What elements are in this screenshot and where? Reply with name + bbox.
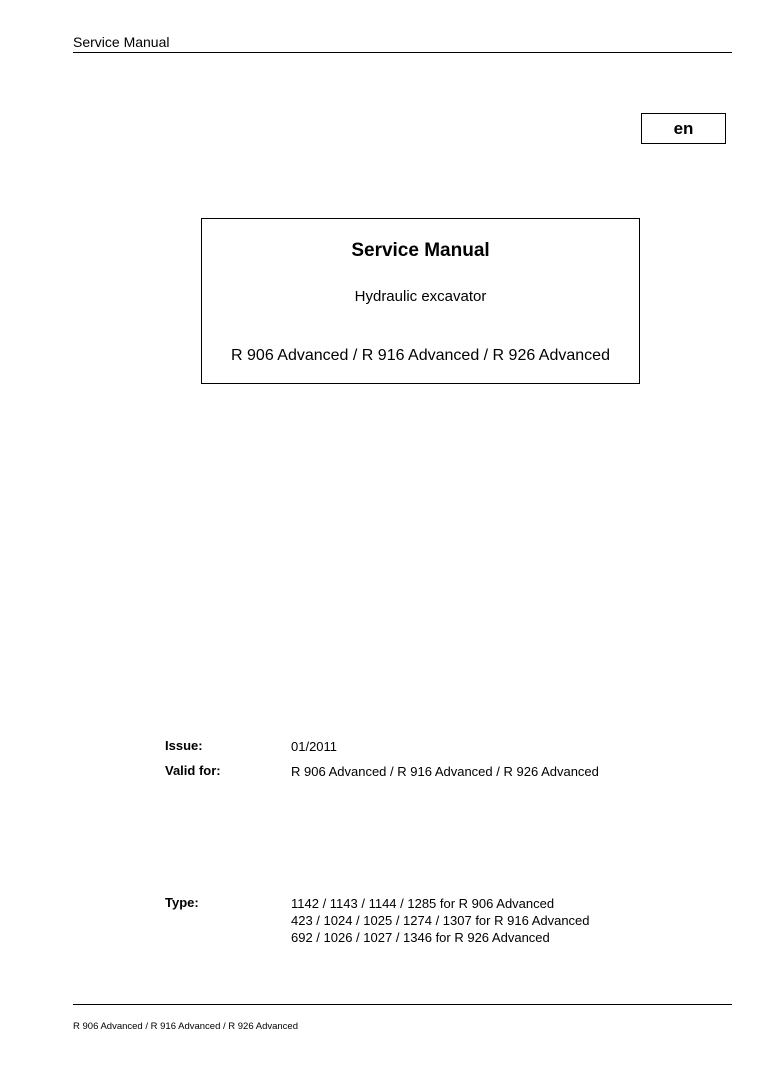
valid-for-value: R 906 Advanced / R 916 Advanced / R 926 Advanced [291, 764, 599, 779]
footer-text: R 906 Advanced / R 916 Advanced / R 926 Advanced [73, 1021, 298, 1032]
title-box [201, 218, 640, 384]
header-title: Service Manual [73, 34, 170, 50]
type-line: 423 / 1024 / 1025 / 1274 / 1307 for R 916 Advanced [291, 913, 590, 928]
issue-label: Issue: [165, 738, 203, 753]
language-code-box: en [641, 113, 726, 144]
header-divider [73, 52, 732, 53]
type-line: 1142 / 1143 / 1144 / 1285 for R 906 Advanced [291, 896, 555, 911]
valid-for-label: Valid for: [165, 763, 221, 778]
footer-divider [73, 1004, 732, 1005]
type-line: 692 / 1026 / 1027 / 1346 for R 926 Advanced [291, 930, 550, 945]
issue-value: 01/2011 [291, 739, 338, 754]
type-values [291, 895, 590, 946]
document-subtitle: Hydraulic excavator [354, 288, 487, 305]
type-label: Type: [165, 895, 199, 910]
document-models: R 906 Advanced / R 916 Advanced / R 926 Advanced [231, 347, 610, 364]
document-title: Service Manual [351, 240, 490, 261]
